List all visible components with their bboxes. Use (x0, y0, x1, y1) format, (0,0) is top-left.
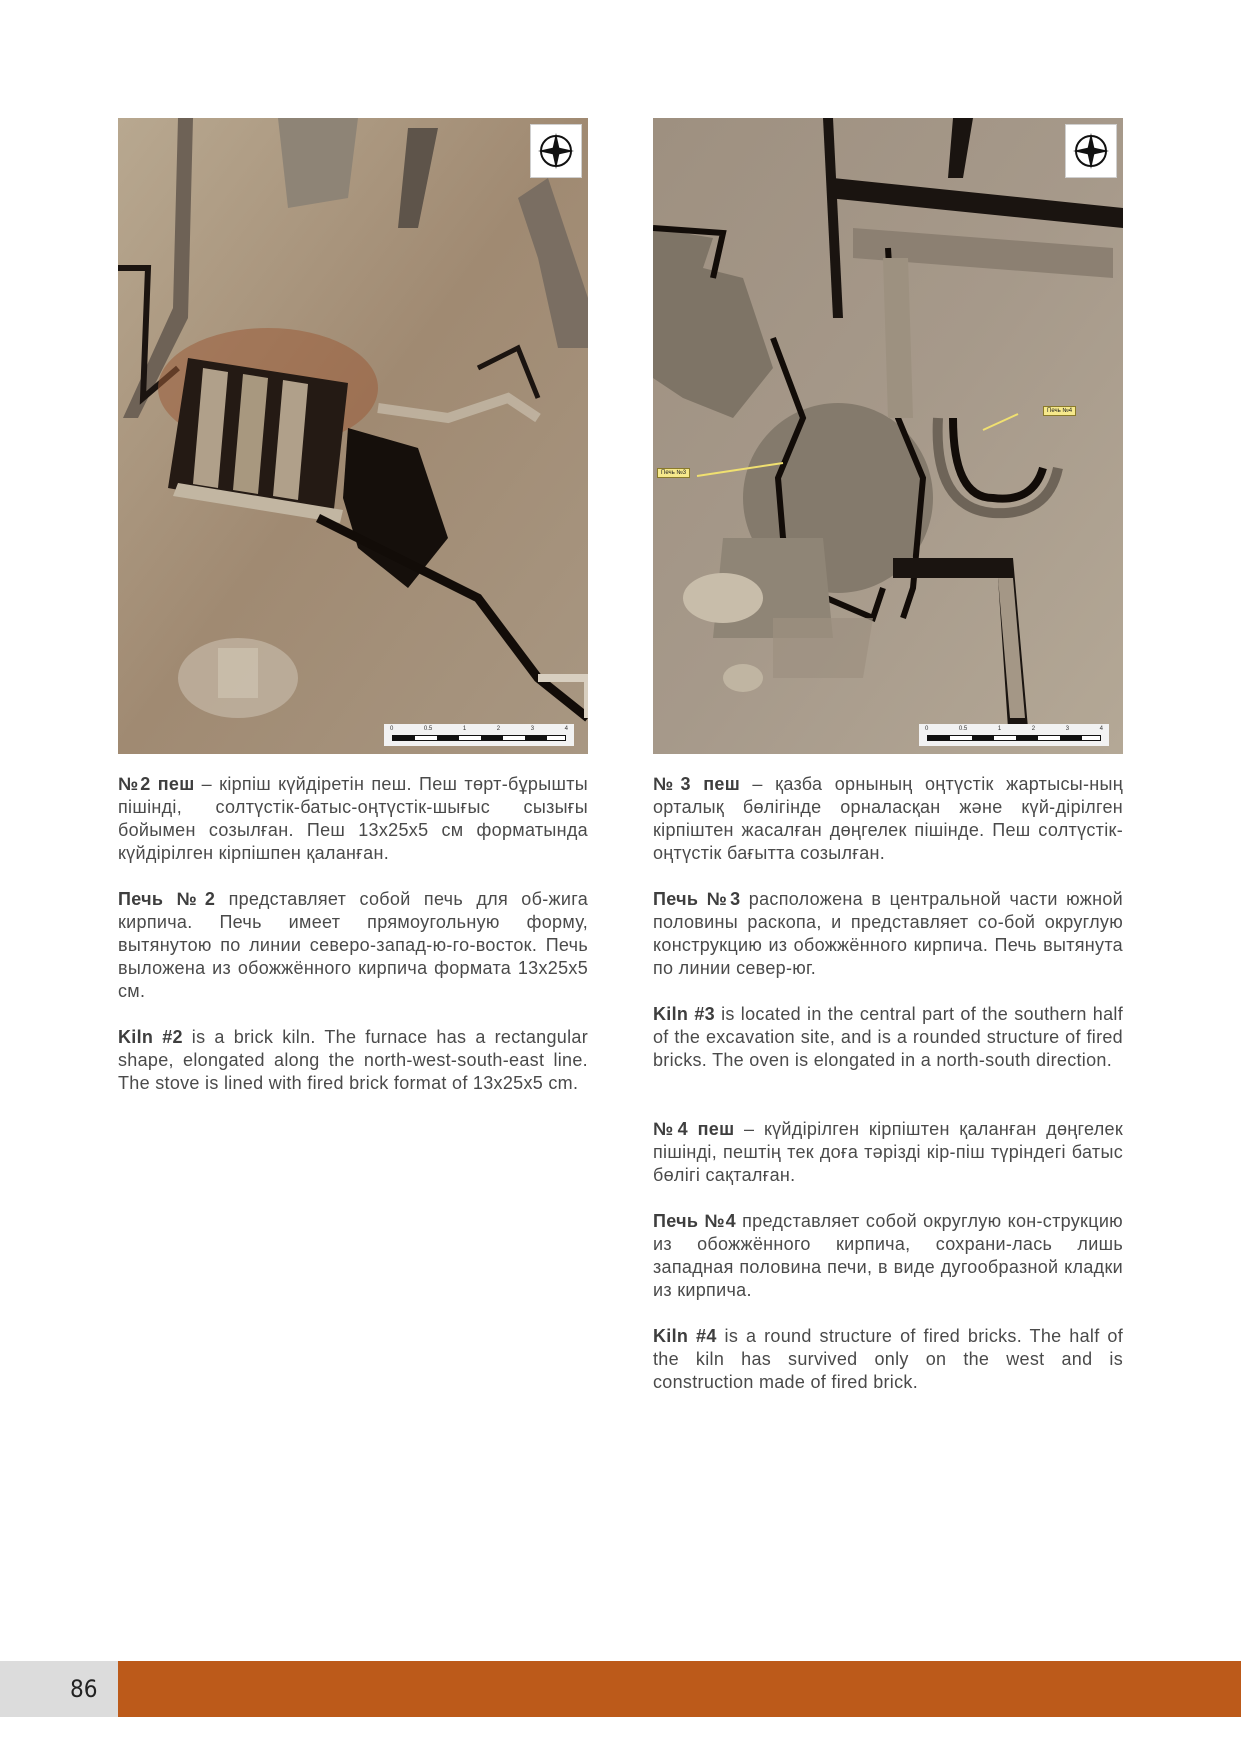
callout-kiln-4-label: Печь №4 (1043, 406, 1076, 416)
paragraph-kiln-4-russian (653, 1210, 1123, 1302)
paragraph-kiln-3-russian (653, 888, 1123, 980)
scale-tick: 0 (390, 726, 394, 732)
footer-page-number-block (0, 1661, 118, 1717)
scale-tick: 2 (496, 726, 501, 732)
paragraph-body: представляет собой округлую кон-струкцию из обожжённого кирпича, сохрани-лась лишь западная половина печи, в виде дугообразной кладки из кирпича. (653, 1211, 1123, 1300)
callout-kiln-3-label: Печь №3 (657, 468, 690, 478)
paragraph-lead: Печь №4 (653, 1211, 736, 1231)
scale-tick: 1 (462, 726, 467, 732)
aerial-photo-kilns-3-4 (653, 118, 1123, 754)
left-text-column (118, 773, 588, 1118)
paragraph-lead: Kiln #2 (118, 1027, 183, 1047)
paragraph-lead: Kiln #3 (653, 1004, 715, 1024)
paragraph-kiln-4-english (653, 1325, 1123, 1394)
paragraph-lead: №4 пеш (653, 1119, 735, 1139)
aerial-photo-kiln-2-image (118, 118, 588, 754)
scale-tick: 0 (925, 726, 929, 732)
north-arrow-compass-icon (530, 124, 582, 178)
paragraph-body: – күйдірілген кірпіштен қаланған дөңгелек пішінді, пештің тек доға тәрізді кір-піш түріндегі батыс бөлігі сақталған. (653, 1119, 1124, 1185)
scale-bar (919, 724, 1109, 746)
scale-tick: 2 (1031, 726, 1036, 732)
paragraph-kiln-3-english (653, 1003, 1123, 1072)
paragraph-body: is located in the central part of the southern half of the excavation site, and is a rounded structure of fired bricks. The oven is elongated in a north-south direction. (653, 1004, 1123, 1070)
paragraph-lead: Печь №3 (653, 889, 741, 909)
paragraph-body: – қазба орнының оңтүстік жартысы-ның орталық бөлігінде орналасқан және күй-дірілген кірпіштен жасалған дөңгелек пішінде. Пеш солтүстік-оңтүстік бағытта созылған. (653, 774, 1124, 863)
paragraph-body: расположена в центральной части южной половины раскопа, и представляет со-бой округлую конструкцию из обожжённого кирпича. Печь вытянута по линии север-юг. (653, 889, 1123, 978)
paragraph-lead: №3 пеш (653, 774, 741, 794)
section-spacer (653, 1095, 1123, 1118)
paragraph-body: is a brick kiln. The furnace has a rectangular shape, elongated along the north-west-south-east line. The stove is lined with fired brick format of 13x25x5 cm. (118, 1027, 588, 1093)
scale-tick: 4 (1099, 726, 1103, 732)
scale-bar-graphic (927, 735, 1101, 741)
paragraph-kiln-3-kazakh (653, 773, 1123, 865)
scale-tick: 3 (1065, 726, 1070, 732)
callout-leader-lines (653, 118, 1123, 754)
footer-accent-bar (118, 1661, 1241, 1717)
right-text-column (653, 773, 1123, 1417)
paragraph-lead: Kiln #4 (653, 1326, 717, 1346)
scale-tick: 3 (530, 726, 535, 732)
paragraph-kiln-2-russian (118, 888, 588, 1003)
scale-tick: 4 (564, 726, 568, 732)
paragraph-kiln-2-kazakh (118, 773, 588, 865)
scale-tick: 0.5 (958, 726, 968, 732)
paragraph-body: is a round structure of fired bricks. The half of the kiln has survived only on the west and is construction made of fired brick. (653, 1326, 1123, 1392)
paragraph-body: – кірпіш күйдіретін пеш. Пеш төрт-бұрышты пішінді, солтүстік-батыс-оңтүстік-шығыс сызығы бойымен созылған. Пеш 13х25х5 см форматында күйдірілген кірпішпен қаланған. (118, 774, 588, 863)
paragraph-kiln-2-english (118, 1026, 588, 1095)
paragraph-lead: №2 пеш (118, 774, 195, 794)
scale-tick: 1 (997, 726, 1002, 732)
aerial-photo-kiln-2 (118, 118, 588, 754)
scale-bar-graphic (392, 735, 566, 741)
paragraph-kiln-4-kazakh (653, 1118, 1123, 1187)
scale-bar (384, 724, 574, 746)
scale-tick: 0.5 (423, 726, 433, 732)
page-number: 86 (70, 1675, 98, 1703)
paragraph-lead: Печь №2 (118, 889, 216, 909)
paragraph-body: представляет собой печь для об-жига кирпича. Печь имеет прямоугольную форму, вытянутою по линии северо-запад-ю-го-восток. Печь выложена из обожжённого кирпича формата 13х25х5 см. (118, 889, 588, 1001)
